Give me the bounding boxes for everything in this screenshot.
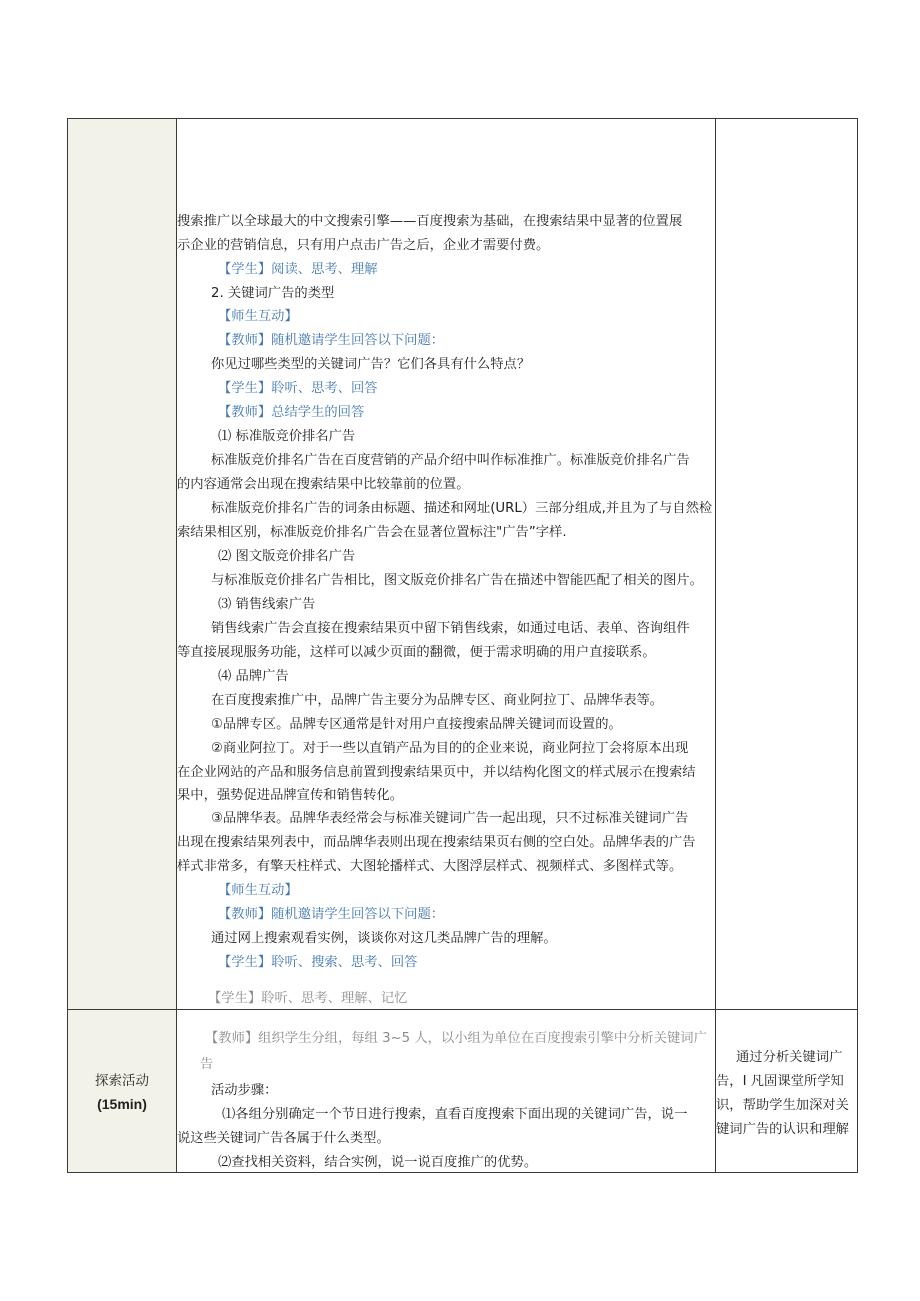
objective-line: 键词广告的认识和理解 (716, 1122, 849, 1137)
activity-duration: (15min) (97, 1096, 147, 1112)
subsection-heading: ⑶ 销售线索广告 (218, 597, 316, 612)
text-line: 销售线索广告会直接在搜索结果页中留下销售线索，如通过电话、表单、咨询组件 (211, 621, 690, 636)
text-line: 出现在搜索结果列表中，而品牌华表则出现在搜索结果页右侧的空白处。品牌华表的广告 (177, 835, 696, 850)
text-line: 在百度搜索推广中，品牌广告主要分为品牌专区、商业阿拉丁、品牌华表等。 (211, 693, 664, 708)
activity-label (68, 1070, 176, 1117)
text-line: ①品牌专区。品牌专区通常是针对用户直接搜索品牌关键词而设置的。 (211, 717, 622, 732)
objective-line: 识，帮助学生加深对关 (716, 1098, 849, 1113)
question-text: 你见过哪些类型的关键词广告？它们各具有什么特点？ (211, 357, 531, 372)
objective-line: 通过分析关键词广 (736, 1050, 843, 1065)
table-col-divider-2 (715, 118, 716, 1173)
text-line: ②商业阿拉丁。对于一些以直销产品为目的的企业来说，商业阿拉丁会将原本出现 (211, 741, 689, 756)
section-heading: 2. 关键词广告的类型 (211, 286, 335, 301)
teacher-activity: 【教师】总结学生的回答 (218, 405, 365, 420)
steps-heading: 活动步骤： (211, 1083, 278, 1098)
text-line: 果中，强势促进品牌宣传和销售转化。 (177, 788, 404, 803)
teacher-activity: 【教师】随机邀请学生回答以下问题： (218, 333, 445, 348)
text-line: 标准版竞价排名广告在百度营销的产品介绍中叫作标准推广。标准版竞价排名广告 (211, 453, 690, 468)
text-line: ③品牌华表。品牌华表经常会与标准关键词广告一起出现，只不过标准关键词广告 (211, 811, 689, 826)
text-line: 样式非常多，有擎天柱样式、大图轮播样式、大图浮层样式、视频样式、多图样式等。 (177, 859, 683, 874)
student-activity: 【学生】聆听、搜索、思考、回答 (218, 955, 418, 970)
text-line: 索结果相区别，标准版竞价排名广告会在显著位置标注"广告”字样. (177, 525, 567, 540)
text-line: 与标准版竞价排名广告相比，图文版竞价排名广告在描述中智能匹配了相关的图片。 (211, 573, 703, 588)
text-line: 示企业的营销信息，只有用户点击广告之后，企业才需要付费。 (177, 238, 550, 253)
student-activity: 【学生】阅读、思考、理解 (218, 262, 378, 277)
interaction-tag: 【师生互动】 (218, 309, 298, 324)
step-item: ⑴各组分别确定一个节日进行搜索，直看百度搜索下面出现的关键词广告，说一 (222, 1107, 688, 1122)
step-item: 说这些关键词广告各属于什么类型。 (177, 1131, 390, 1146)
text-line: 搜索推广以全球最大的中文搜索引擎——百度搜索为基础，在搜索结果中显著的位置展 (177, 214, 683, 229)
table-border-bottom (67, 1172, 858, 1173)
objective-line: 告，I 凡固课堂所学知 (716, 1074, 844, 1089)
student-activity: 【学生】聆听、思考、理解、记忆 (208, 991, 408, 1006)
objective-text (716, 1046, 856, 1142)
text-line: 等直接展现服务功能，这样可以减少页面的翻微，便于需求明确的用户直接联系。 (177, 645, 656, 660)
table-row-divider (67, 1009, 858, 1010)
table-border-right (857, 118, 858, 1173)
table-border-top (67, 118, 858, 119)
table-border-left (67, 118, 68, 1173)
text-line: 标准版竞价排名广告的词条由标题、描述和网址(URL）三部分组成,并且为了与自然检 (211, 501, 713, 516)
subsection-heading: ⑵ 图文版竞价排名广告 (218, 549, 356, 564)
subsection-heading: ⑴ 标准版竞价排名广告 (218, 429, 356, 444)
text-line: 在企业网站的产品和服务信息前置到搜索结果页中，并以结构化图文的样式展示在搜索结 (177, 765, 696, 780)
teacher-activity: 【教师】随机邀请学生回答以下问题： (218, 907, 445, 922)
subsection-heading: ⑷ 品牌广告 (218, 669, 289, 684)
student-activity: 【学生】聆听、思考、回答 (218, 381, 378, 396)
text-line: 告 (200, 1057, 214, 1072)
activity-title: 探索活动 (95, 1073, 149, 1089)
step-item: ⑵查找相关资料，结合实例，说一说百度推广的优势。 (218, 1155, 538, 1170)
row1-label-cell (68, 119, 176, 1009)
teacher-activity: 【教师】组织学生分组，每组 3~5 人，以小组为单位在百度搜索引擎中分析关键词广 (205, 1031, 707, 1046)
question-text: 通过网上搜索观看实例，谈谈你对这几类品牌广告的理解。 (211, 931, 557, 946)
text-line: 的内容通常会出现在搜索结果中比较靠前的位置。 (177, 477, 470, 492)
interaction-tag: 【师生互动】 (218, 883, 298, 898)
